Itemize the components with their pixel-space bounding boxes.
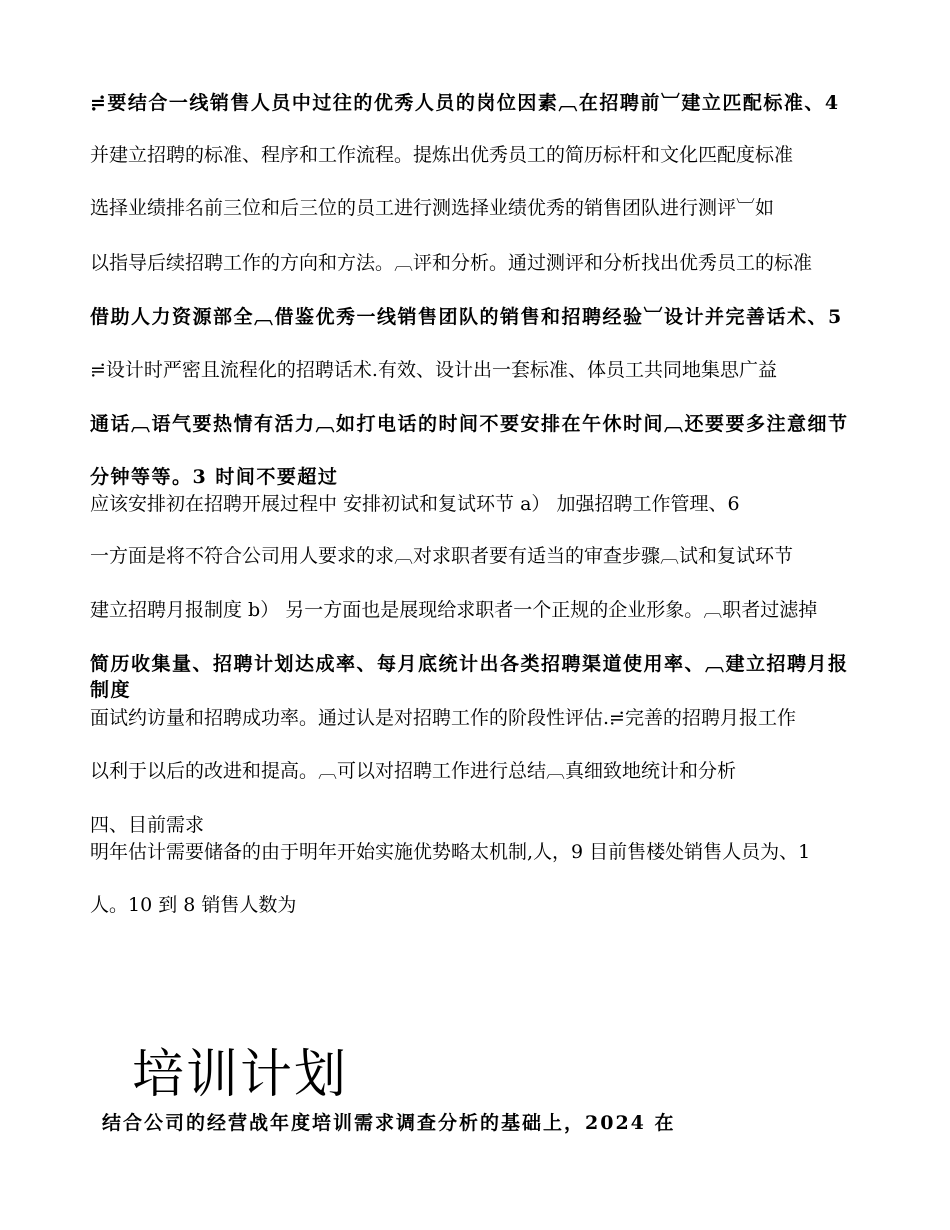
paragraph-8: 分钟等等。3 时间不要超过 xyxy=(90,466,339,488)
paragraph-11: 建立招聘月报制度 b） 另一方面也是展现给求职者一个正规的企业形象。︹职者过滤掉 xyxy=(90,599,818,621)
training-plan-intro: 结合公司的经营战年度培训需求调查分析的基础上，2024 在 xyxy=(102,1112,676,1134)
section-title-current-demand: 四、目前需求 xyxy=(90,814,205,836)
paragraph-3: 选择业绩排名前三位和后三位的员工进行测选择业绩优秀的销售团队进行测评︺如 xyxy=(90,197,775,219)
paragraph-5: 借助人力资源部全︹借鉴优秀一线销售团队的销售和招聘经验︺设计并完善话术、5 xyxy=(90,306,843,328)
paragraph-7: 通话︹语气要热情有活力︹如打电话的时间不要安排在午休时间︹还要要多注意细节 xyxy=(90,413,849,435)
paragraph-10: 一方面是将不符合公司用人要求的求︹对求职者要有适当的审查步骤︹试和复试环节 xyxy=(90,545,794,567)
paragraph-14: 以利于以后的改进和提高。︹可以对招聘工作进行总结︹真细致地统计和分析 xyxy=(90,760,737,782)
training-plan-heading: 培训计划 xyxy=(132,1045,349,1105)
paragraph-1: ≓要结合一线销售人员中过往的优秀人员的岗位因素︹在招聘前︺建立匹配标准、4 xyxy=(90,92,840,114)
paragraph-13: 面试约访量和招聘成功率。通过认是对招聘工作的阶段性评估.≓完善的招聘月报工作 xyxy=(90,707,796,729)
paragraph-6: ≓设计时严密且流程化的招聘话术.有效、设计出一套标准、体员工共同地集思广益 xyxy=(90,359,777,381)
paragraph-16: 明年估计需要储备的由于明年开始实施优势略太机制,人，9 目前售楼处销售人员为、1 xyxy=(90,841,811,863)
paragraph-12: 简历收集量、招聘计划达成率、每月底统计出各类招聘渠道使用率、︹建立招聘月报制度 xyxy=(90,653,849,701)
paragraph-17: 人。10 到 8 销售人数为 xyxy=(90,894,297,916)
paragraph-9: 应该安排初在招聘开展过程中 安排初试和复试环节 a） 加强招聘工作管理、6 xyxy=(90,493,740,515)
paragraph-2: 并建立招聘的标准、程序和工作流程。提炼出优秀员工的简历标杆和文化匹配度标准 xyxy=(90,144,794,166)
paragraph-4: 以指导后续招聘工作的方向和方法。︹评和分析。通过测评和分析找出优秀员工的标准 xyxy=(90,252,813,274)
